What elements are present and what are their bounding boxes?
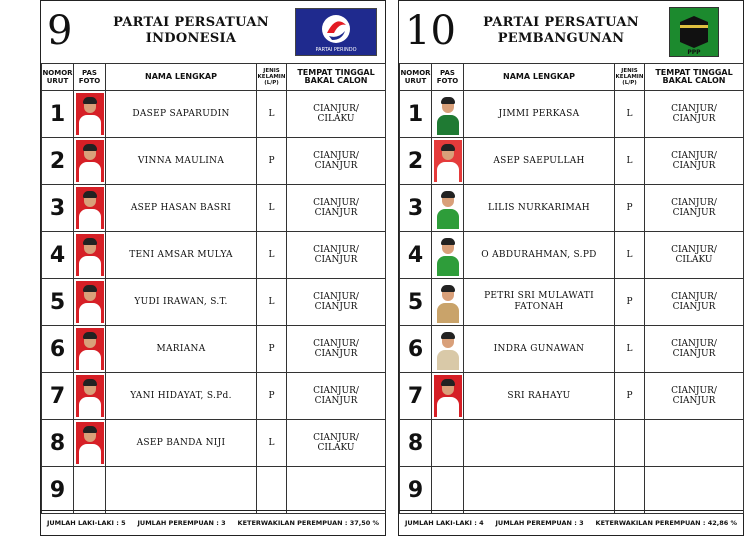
candidate-name (464, 420, 615, 467)
candidate-photo (76, 422, 104, 464)
col-nama-lengkap: NAMA LENGKAP (106, 64, 257, 91)
tempat-tinggal: CIANJUR/ CIANJUR (645, 138, 744, 185)
tempat-tinggal: CIANJUR/ CIANJUR (287, 232, 386, 279)
candidate-photo (76, 187, 104, 229)
candidate-name: JIMMI PERKASA (464, 91, 615, 138)
tempat-tinggal: CIANJUR/ CILAKU (287, 91, 386, 138)
tempat-tinggal (645, 467, 744, 514)
tempat-tinggal: CIANJUR/ CIANJUR (645, 326, 744, 373)
jenis-kelamin: L (257, 91, 287, 138)
col-nama-lengkap: NAMA LENGKAP (464, 64, 615, 91)
party-number: 10 (405, 8, 456, 54)
candidate-photo (434, 234, 462, 276)
party-name-line1: PARTAI PERSATUAN (483, 15, 639, 30)
table-row (42, 185, 386, 232)
candidate-photo (434, 93, 462, 135)
nomor-urut: 7 (400, 373, 432, 420)
pas-foto-cell (432, 279, 464, 326)
candidate-photo (76, 93, 104, 135)
table-row (400, 185, 744, 232)
table-row (400, 467, 744, 514)
pas-foto-cell (432, 420, 464, 467)
candidate-photo (76, 328, 104, 370)
pas-foto-cell (432, 138, 464, 185)
tempat-tinggal: CIANJUR/ CIANJUR (287, 373, 386, 420)
nomor-urut: 4 (400, 232, 432, 279)
pas-foto-cell (74, 279, 106, 326)
candidate-photo (76, 234, 104, 276)
party-header (399, 1, 743, 64)
table-row (42, 138, 386, 185)
nomor-urut: 6 (400, 326, 432, 373)
table-row (400, 91, 744, 138)
pas-foto-cell (74, 467, 106, 514)
pas-foto-cell (74, 138, 106, 185)
table-header-row (42, 64, 386, 91)
nomor-urut: 5 (400, 279, 432, 326)
candidate-rows (42, 91, 386, 514)
candidate-name: ASEP SAEPULLAH (464, 138, 615, 185)
tempat-tinggal: CIANJUR/ CILAKU (645, 232, 744, 279)
candidate-photo (434, 140, 462, 182)
table-row (400, 138, 744, 185)
col-pas-foto: PAS FOTO (432, 64, 464, 91)
nomor-urut: 9 (400, 467, 432, 514)
candidate-name: PETRI SRI MULAWATI FATONAH (464, 279, 615, 326)
pas-foto-cell (74, 420, 106, 467)
candidate-name: TENI AMSAR MULYA (106, 232, 257, 279)
candidate-photo (434, 375, 462, 417)
tempat-tinggal: CIANJUR/ CIANJUR (645, 185, 744, 232)
table-row (400, 373, 744, 420)
tempat-tinggal: CIANJUR/ CIANJUR (287, 185, 386, 232)
jenis-kelamin: P (257, 138, 287, 185)
col-tempat-tinggal: TEMPAT TINGGAL BAKAL CALON (287, 64, 386, 91)
candidate-photo (76, 281, 104, 323)
party-name-line1: PARTAI PERSATUAN (113, 15, 269, 30)
summary-laki: JUMLAH LAKI-LAKI : 5 (46, 519, 126, 527)
panel-summary (41, 510, 385, 535)
party-name-line2: PEMBANGUNAN (497, 31, 625, 46)
candidate-name (106, 467, 257, 514)
tempat-tinggal (287, 467, 386, 514)
col-nomor-urut: NOMOR URUT (400, 64, 432, 91)
summary-keterwakilan: KETERWAKILAN PEREMPUAN : 42,86 % (595, 519, 738, 527)
candidate-name: LILIS NURKARIMAH (464, 185, 615, 232)
jenis-kelamin (615, 420, 645, 467)
summary-laki: JUMLAH LAKI-LAKI : 4 (404, 519, 484, 527)
party-panel-perindo (40, 0, 386, 536)
nomor-urut: 3 (42, 185, 74, 232)
jenis-kelamin: L (615, 326, 645, 373)
candidate-name: ASEP BANDA NIJI (106, 420, 257, 467)
ppp-logo-text: PPP (687, 49, 701, 56)
perindo-logo-icon (296, 9, 376, 55)
jenis-kelamin: P (615, 185, 645, 232)
pas-foto-cell (432, 467, 464, 514)
jenis-kelamin: L (615, 138, 645, 185)
party-panel-ppp (398, 0, 744, 536)
tempat-tinggal: CIANJUR/ CIANJUR (287, 326, 386, 373)
nomor-urut: 5 (42, 279, 74, 326)
nomor-urut: 9 (42, 467, 74, 514)
perindo-logo-text: PARTAI PERINDO (315, 47, 357, 53)
panel-summary (399, 510, 743, 535)
nomor-urut: 7 (42, 373, 74, 420)
pas-foto-cell (432, 185, 464, 232)
col-jenis-kelamin: JENIS KELAMIN (L/P) (615, 64, 645, 91)
jenis-kelamin: L (615, 91, 645, 138)
pas-foto-cell (432, 91, 464, 138)
candidate-table (399, 63, 744, 514)
kaaba-icon (670, 8, 718, 56)
candidate-name: MARIANA (106, 326, 257, 373)
pas-foto-cell (432, 326, 464, 373)
nomor-urut: 8 (400, 420, 432, 467)
pas-foto-cell (74, 373, 106, 420)
jenis-kelamin: P (615, 279, 645, 326)
tempat-tinggal: CIANJUR/ CILAKU (287, 420, 386, 467)
jenis-kelamin: L (257, 185, 287, 232)
table-row (42, 373, 386, 420)
jenis-kelamin: L (257, 420, 287, 467)
nomor-urut: 4 (42, 232, 74, 279)
table-row (400, 232, 744, 279)
jenis-kelamin (257, 467, 287, 514)
summary-perempuan: JUMLAH PEREMPUAN : 3 (495, 519, 584, 527)
summary-perempuan: JUMLAH PEREMPUAN : 3 (137, 519, 226, 527)
table-row (42, 326, 386, 373)
party-name (461, 15, 661, 47)
tempat-tinggal (645, 420, 744, 467)
nomor-urut: 3 (400, 185, 432, 232)
ppp-logo (669, 7, 719, 57)
jenis-kelamin (615, 467, 645, 514)
summary-keterwakilan: KETERWAKILAN PEREMPUAN : 37,50 % (237, 519, 380, 527)
jenis-kelamin: L (257, 232, 287, 279)
candidate-photo (434, 281, 462, 323)
tempat-tinggal: CIANJUR/ CIANJUR (645, 279, 744, 326)
candidate-name: ASEP HASAN BASRI (106, 185, 257, 232)
jenis-kelamin: P (615, 373, 645, 420)
table-row (42, 232, 386, 279)
col-tempat-tinggal: TEMPAT TINGGAL BAKAL CALON (645, 64, 744, 91)
pas-foto-cell (74, 232, 106, 279)
table-row (42, 91, 386, 138)
table-row (400, 420, 744, 467)
party-name-line2: INDONESIA (145, 31, 237, 46)
candidate-name: DASEP SAPARUDIN (106, 91, 257, 138)
table-header-row (400, 64, 744, 91)
nomor-urut: 8 (42, 420, 74, 467)
candidate-photo (76, 140, 104, 182)
candidate-name: SRI RAHAYU (464, 373, 615, 420)
col-jenis-kelamin: JENIS KELAMIN (L/P) (257, 64, 287, 91)
jenis-kelamin: P (257, 373, 287, 420)
table-row (400, 326, 744, 373)
col-nomor-urut: NOMOR URUT (42, 64, 74, 91)
candidate-name: VINNA MAULINA (106, 138, 257, 185)
party-header (41, 1, 385, 64)
nomor-urut: 6 (42, 326, 74, 373)
col-pas-foto: PAS FOTO (74, 64, 106, 91)
tempat-tinggal: CIANJUR/ CIANJUR (645, 373, 744, 420)
table-row (400, 279, 744, 326)
pas-foto-cell (74, 326, 106, 373)
nomor-urut: 2 (400, 138, 432, 185)
candidate-photo (434, 187, 462, 229)
jenis-kelamin: L (257, 279, 287, 326)
tempat-tinggal: CIANJUR/ CIANJUR (287, 138, 386, 185)
nomor-urut: 1 (400, 91, 432, 138)
candidate-name: YUDI IRAWAN, S.T. (106, 279, 257, 326)
perindo-logo (295, 8, 377, 56)
jenis-kelamin: L (615, 232, 645, 279)
nomor-urut: 2 (42, 138, 74, 185)
tempat-tinggal: CIANJUR/ CIANJUR (645, 91, 744, 138)
pas-foto-cell (74, 185, 106, 232)
candidate-table (41, 63, 386, 514)
pas-foto-cell (432, 373, 464, 420)
candidate-name: O ABDURAHMAN, S.PD (464, 232, 615, 279)
candidate-name: YANI HIDAYAT, S.Pd. (106, 373, 257, 420)
candidate-photo (434, 328, 462, 370)
nomor-urut: 1 (42, 91, 74, 138)
table-row (42, 420, 386, 467)
jenis-kelamin: P (257, 326, 287, 373)
party-number: 9 (47, 8, 73, 54)
pas-foto-cell (432, 232, 464, 279)
party-name (91, 15, 291, 47)
candidate-name: INDRA GUNAWAN (464, 326, 615, 373)
candidate-rows (400, 91, 744, 514)
candidate-photo (76, 375, 104, 417)
tempat-tinggal: CIANJUR/ CIANJUR (287, 279, 386, 326)
table-row (42, 279, 386, 326)
table-row (42, 467, 386, 514)
pas-foto-cell (74, 91, 106, 138)
candidate-name (464, 467, 615, 514)
